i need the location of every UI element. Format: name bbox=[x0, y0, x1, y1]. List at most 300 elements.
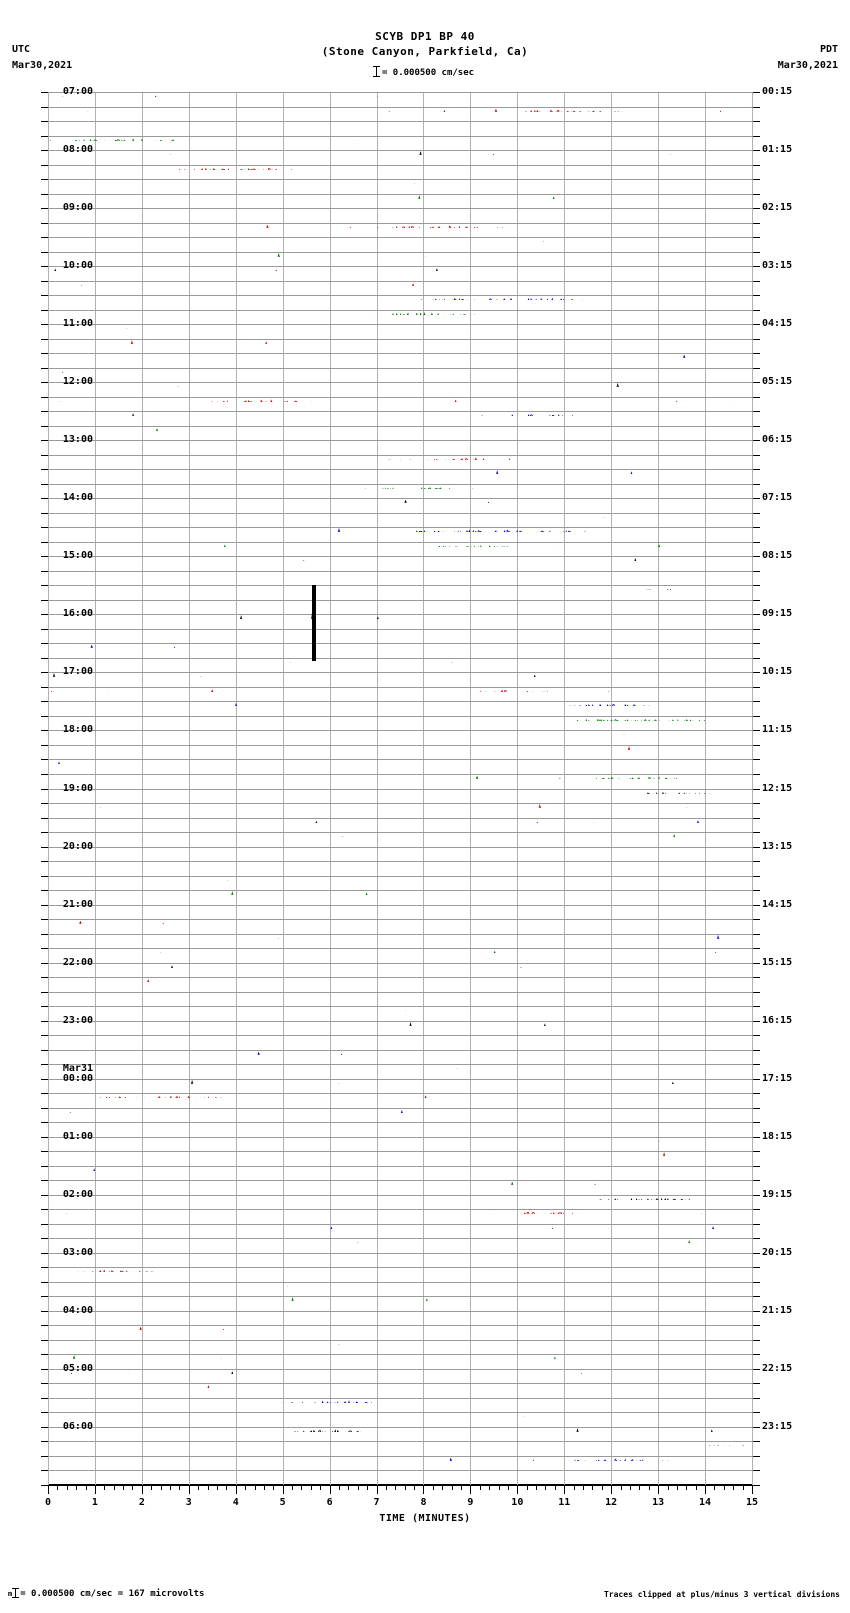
row-tick-right bbox=[753, 179, 760, 180]
x-axis-minor-tick bbox=[170, 1485, 171, 1490]
row-tick-right bbox=[753, 876, 760, 877]
utc-hour-label: 21:00 bbox=[62, 898, 93, 910]
seismic-trace bbox=[49, 552, 752, 561]
x-axis-tick bbox=[283, 1485, 284, 1494]
row-tick-right bbox=[753, 992, 760, 993]
x-axis-minor-tick bbox=[536, 1485, 537, 1490]
right-date-label: Mar30,2021 bbox=[777, 60, 838, 71]
seismic-trace bbox=[49, 567, 752, 576]
utc-hour-label: 20:00 bbox=[62, 840, 93, 852]
seismic-trace bbox=[49, 1452, 752, 1461]
x-axis-minor-tick bbox=[123, 1485, 124, 1490]
utc-hour-label: 06:00 bbox=[62, 1420, 93, 1432]
pdt-hour-label: 09:15 bbox=[762, 608, 793, 620]
x-axis-minor-tick bbox=[367, 1485, 368, 1490]
row-tick-left bbox=[41, 556, 48, 557]
x-axis-tick bbox=[330, 1485, 331, 1494]
x-axis-minor-tick bbox=[583, 1485, 584, 1490]
seismic-trace bbox=[49, 840, 752, 852]
row-tick-left bbox=[41, 1296, 48, 1297]
row-tick-right bbox=[753, 1383, 760, 1384]
row-tick-right bbox=[753, 237, 760, 238]
row-tick-left bbox=[41, 237, 48, 238]
row-tick-left bbox=[41, 1122, 48, 1123]
row-tick-right bbox=[753, 324, 760, 325]
seismic-trace bbox=[49, 378, 752, 387]
seismic-trace bbox=[49, 898, 752, 910]
seismic-trace bbox=[49, 204, 752, 213]
seismic-trace bbox=[49, 132, 752, 141]
row-tick-right bbox=[753, 339, 760, 340]
row-tick-right bbox=[753, 1151, 760, 1152]
seismic-trace bbox=[49, 1379, 752, 1388]
x-axis-minor-tick bbox=[208, 1485, 209, 1490]
row-tick-right bbox=[753, 745, 760, 746]
x-axis-minor-tick bbox=[161, 1485, 162, 1490]
seismic-trace bbox=[49, 364, 752, 373]
helicorder-plot bbox=[48, 92, 753, 1485]
row-tick-left bbox=[41, 121, 48, 122]
row-tick-right bbox=[753, 426, 760, 427]
row-tick-left bbox=[41, 1398, 48, 1399]
row-tick-left bbox=[41, 1412, 48, 1413]
row-tick-right bbox=[753, 1282, 760, 1283]
x-axis-minor-tick bbox=[151, 1485, 152, 1490]
row-tick-left bbox=[41, 687, 48, 688]
seismic-trace bbox=[49, 1147, 752, 1156]
row-tick-left bbox=[41, 1006, 48, 1007]
seismic-trace bbox=[49, 988, 752, 997]
x-axis-minor-tick bbox=[592, 1485, 593, 1490]
clipped-event-block bbox=[312, 585, 316, 660]
seismic-trace bbox=[49, 1362, 752, 1374]
seismic-trace bbox=[49, 1408, 752, 1417]
row-tick-right bbox=[753, 266, 760, 267]
utc-hour-label: 17:00 bbox=[62, 666, 93, 678]
row-tick-left bbox=[41, 1093, 48, 1094]
row-tick-right bbox=[753, 469, 760, 470]
utc-hour-label: 04:00 bbox=[62, 1304, 93, 1316]
x-axis-minor-tick bbox=[649, 1485, 650, 1490]
footer-tiny-label: m bbox=[8, 1590, 13, 1598]
seismic-trace bbox=[49, 161, 752, 170]
row-tick-left bbox=[41, 1311, 48, 1312]
x-axis-minor-tick bbox=[114, 1485, 115, 1490]
x-axis-minor-tick bbox=[395, 1485, 396, 1490]
seismic-trace bbox=[49, 349, 752, 358]
row-tick-right bbox=[753, 1354, 760, 1355]
x-axis-minor-tick bbox=[639, 1485, 640, 1490]
pdt-hour-label: 23:15 bbox=[762, 1420, 793, 1432]
seismic-trace bbox=[49, 523, 752, 532]
seismic-trace bbox=[49, 930, 752, 939]
row-tick-left bbox=[41, 1340, 48, 1341]
row-tick-left bbox=[41, 498, 48, 499]
row-tick-right bbox=[753, 1441, 760, 1442]
x-axis-minor-tick bbox=[273, 1485, 274, 1490]
x-axis-tick bbox=[48, 1485, 49, 1494]
seismic-trace bbox=[49, 422, 752, 431]
row-tick-right bbox=[753, 847, 760, 848]
row-tick-left bbox=[41, 179, 48, 180]
seismic-trace bbox=[49, 1046, 752, 1055]
x-axis-minor-tick bbox=[555, 1485, 556, 1490]
seismic-trace bbox=[49, 755, 752, 764]
seismic-trace bbox=[49, 393, 752, 402]
seismic-trace bbox=[49, 886, 752, 895]
row-tick-left bbox=[41, 861, 48, 862]
row-tick-left bbox=[41, 1180, 48, 1181]
row-tick-right bbox=[753, 1021, 760, 1022]
row-tick-left bbox=[41, 1325, 48, 1326]
seismic-trace bbox=[49, 857, 752, 866]
seismic-trace bbox=[49, 1420, 752, 1432]
pdt-hour-label: 02:15 bbox=[762, 202, 793, 214]
utc-hour-label: 01:00 bbox=[62, 1130, 93, 1142]
row-tick-left bbox=[41, 876, 48, 877]
x-axis-tick-label: 0 bbox=[44, 1497, 52, 1508]
utc-hour-label: 03:00 bbox=[62, 1246, 93, 1258]
row-tick-right bbox=[753, 1325, 760, 1326]
x-axis-tick bbox=[236, 1485, 237, 1494]
x-axis-minor-tick bbox=[198, 1485, 199, 1490]
row-tick-right bbox=[753, 281, 760, 282]
utc-hour-label: 02:00 bbox=[62, 1188, 93, 1200]
row-tick-right bbox=[753, 411, 760, 412]
row-tick-right bbox=[753, 1485, 760, 1486]
seismic-trace bbox=[49, 219, 752, 228]
row-tick-left bbox=[41, 1253, 48, 1254]
row-tick-left bbox=[41, 1108, 48, 1109]
x-axis-tick-label: 14 bbox=[699, 1497, 712, 1508]
seismic-trace bbox=[49, 712, 752, 721]
row-tick-right bbox=[753, 789, 760, 790]
row-tick-left bbox=[41, 1383, 48, 1384]
row-tick-right bbox=[753, 919, 760, 920]
x-axis-tick-label: 1 bbox=[91, 1497, 98, 1508]
row-tick-right bbox=[753, 194, 760, 195]
x-axis-minor-tick bbox=[433, 1485, 434, 1490]
row-tick-left bbox=[41, 1050, 48, 1051]
seismic-trace bbox=[49, 88, 752, 97]
row-tick-left bbox=[41, 426, 48, 427]
row-tick-left bbox=[41, 440, 48, 441]
row-tick-left bbox=[41, 353, 48, 354]
row-tick-right bbox=[753, 1064, 760, 1065]
seismic-trace bbox=[49, 726, 752, 735]
x-axis-minor-tick bbox=[348, 1485, 349, 1490]
footer-scale-text: = 0.000500 cm/sec = 167 microvolts bbox=[20, 1589, 205, 1599]
x-axis-minor-tick bbox=[264, 1485, 265, 1490]
seismic-trace bbox=[49, 625, 752, 634]
x-axis-minor-tick bbox=[67, 1485, 68, 1490]
seismic-trace bbox=[49, 1278, 752, 1287]
x-axis-minor-tick bbox=[358, 1485, 359, 1490]
seismic-trace bbox=[49, 262, 752, 271]
row-tick-right bbox=[753, 934, 760, 935]
row-tick-right bbox=[753, 1122, 760, 1123]
station-location: (Stone Canyon, Parkfield, Ca) bbox=[321, 45, 529, 58]
row-tick-right bbox=[753, 1267, 760, 1268]
row-tick-right bbox=[753, 353, 760, 354]
utc-hour-label: 07:00 bbox=[62, 86, 93, 97]
utc-hour-label: 16:00 bbox=[62, 608, 93, 620]
seismic-trace bbox=[49, 1060, 752, 1069]
row-tick-right bbox=[753, 1108, 760, 1109]
row-tick-right bbox=[753, 382, 760, 383]
row-tick-right bbox=[753, 963, 760, 964]
row-tick-right bbox=[753, 774, 760, 775]
pdt-hour-label: 16:15 bbox=[762, 1014, 793, 1026]
seismic-trace bbox=[49, 973, 752, 982]
pdt-hour-label: 18:15 bbox=[762, 1130, 793, 1142]
seismic-trace bbox=[49, 1130, 752, 1142]
row-tick-right bbox=[753, 542, 760, 543]
x-axis-minor-tick bbox=[508, 1485, 509, 1490]
row-tick-right bbox=[753, 1180, 760, 1181]
row-tick-right bbox=[753, 672, 760, 673]
row-tick-left bbox=[41, 1209, 48, 1210]
x-axis-minor-tick bbox=[724, 1485, 725, 1490]
row-tick-left bbox=[41, 527, 48, 528]
seismic-trace bbox=[49, 1350, 752, 1359]
row-tick-right bbox=[753, 556, 760, 557]
row-tick-left bbox=[41, 847, 48, 848]
seismic-trace bbox=[49, 782, 752, 794]
footer-clip-note: Traces clipped at plus/minus 3 vertical divisions bbox=[603, 1590, 840, 1599]
x-axis-tick bbox=[611, 1485, 612, 1494]
seismic-trace bbox=[49, 103, 752, 112]
row-tick-left bbox=[41, 629, 48, 630]
row-tick-right bbox=[753, 629, 760, 630]
utc-hour-label: 12:00 bbox=[62, 376, 93, 388]
x-axis-minor-tick bbox=[86, 1485, 87, 1490]
row-tick-left bbox=[41, 789, 48, 790]
left-timezone-label: UTC bbox=[12, 44, 31, 55]
seismic-trace bbox=[49, 828, 752, 837]
x-axis-tick-label: 12 bbox=[605, 1497, 618, 1508]
utc-hour-label: 14:00 bbox=[62, 492, 93, 504]
seismic-trace bbox=[49, 117, 752, 126]
x-axis-tick-label: 11 bbox=[558, 1497, 571, 1508]
x-axis-minor-tick bbox=[104, 1485, 105, 1490]
pdt-hour-label: 15:15 bbox=[762, 956, 793, 968]
seismic-trace bbox=[49, 872, 752, 881]
row-tick-right bbox=[753, 1456, 760, 1457]
row-tick-right bbox=[753, 977, 760, 978]
row-tick-left bbox=[41, 281, 48, 282]
row-tick-right bbox=[753, 1369, 760, 1370]
x-axis-tick-label: 2 bbox=[138, 1497, 145, 1508]
row-tick-left bbox=[41, 658, 48, 659]
seismic-trace bbox=[49, 306, 752, 315]
seismic-trace bbox=[49, 668, 752, 677]
seismic-trace bbox=[49, 697, 752, 706]
row-tick-left bbox=[41, 136, 48, 137]
row-tick-left bbox=[41, 1282, 48, 1283]
x-axis-minor-tick bbox=[57, 1485, 58, 1490]
left-date-label: Mar30,2021 bbox=[12, 60, 73, 71]
row-tick-right bbox=[753, 1296, 760, 1297]
utc-hour-label: 00:00 bbox=[62, 1072, 93, 1084]
row-tick-left bbox=[41, 1485, 48, 1486]
seismic-trace bbox=[49, 451, 752, 460]
x-axis-minor-tick bbox=[489, 1485, 490, 1490]
row-tick-left bbox=[41, 1267, 48, 1268]
row-tick-right bbox=[753, 1035, 760, 1036]
pdt-hour-label: 22:15 bbox=[762, 1362, 793, 1374]
row-tick-right bbox=[753, 368, 760, 369]
seismic-trace bbox=[49, 581, 752, 590]
seismic-trace bbox=[49, 741, 752, 750]
x-axis-tick-label: 6 bbox=[326, 1497, 333, 1508]
row-tick-right bbox=[753, 643, 760, 644]
seismic-trace bbox=[49, 1336, 752, 1345]
row-tick-left bbox=[41, 165, 48, 166]
pdt-hour-label: 20:15 bbox=[762, 1246, 793, 1258]
x-axis-tick bbox=[752, 1485, 753, 1494]
row-tick-left bbox=[41, 542, 48, 543]
utc-hour-label: 05:00 bbox=[62, 1362, 93, 1374]
x-axis-minor-tick bbox=[292, 1485, 293, 1490]
row-tick-left bbox=[41, 745, 48, 746]
row-tick-right bbox=[753, 1412, 760, 1413]
row-tick-left bbox=[41, 382, 48, 383]
utc-hour-label: 10:00 bbox=[62, 260, 93, 272]
row-tick-right bbox=[753, 440, 760, 441]
row-tick-left bbox=[41, 368, 48, 369]
x-axis-minor-tick bbox=[217, 1485, 218, 1490]
x-axis-tick bbox=[423, 1485, 424, 1494]
row-tick-right bbox=[753, 890, 760, 891]
seismic-trace bbox=[49, 1104, 752, 1113]
row-tick-right bbox=[753, 571, 760, 572]
seismic-trace bbox=[49, 683, 752, 692]
row-tick-right bbox=[753, 716, 760, 717]
x-axis-minor-tick bbox=[714, 1485, 715, 1490]
pdt-hour-label: 19:15 bbox=[762, 1188, 793, 1200]
row-tick-right bbox=[753, 1398, 760, 1399]
seismic-trace bbox=[49, 233, 752, 242]
seismic-trace bbox=[49, 465, 752, 474]
utc-hour-label: 08:00 bbox=[62, 144, 93, 156]
row-tick-left bbox=[41, 716, 48, 717]
row-tick-left bbox=[41, 1427, 48, 1428]
utc-hour-label: 19:00 bbox=[62, 782, 93, 794]
pdt-hour-label: 05:15 bbox=[762, 376, 793, 388]
row-tick-right bbox=[753, 1166, 760, 1167]
seismic-trace bbox=[49, 944, 752, 953]
x-axis-tick-label: 15 bbox=[745, 1497, 759, 1508]
seismic-trace bbox=[49, 1031, 752, 1040]
x-axis-tick-label: 3 bbox=[185, 1497, 192, 1508]
x-axis-minor-tick bbox=[405, 1485, 406, 1490]
row-tick-right bbox=[753, 252, 760, 253]
x-axis-minor-tick bbox=[414, 1485, 415, 1490]
row-tick-left bbox=[41, 513, 48, 514]
x-axis-tick bbox=[95, 1485, 96, 1494]
row-tick-right bbox=[753, 614, 760, 615]
row-tick-left bbox=[41, 585, 48, 586]
seismic-trace bbox=[49, 1304, 752, 1316]
x-axis-tick bbox=[470, 1485, 471, 1494]
row-tick-left bbox=[41, 774, 48, 775]
x-axis-tick bbox=[142, 1485, 143, 1494]
x-axis-minor-tick bbox=[733, 1485, 734, 1490]
x-axis-minor-tick bbox=[442, 1485, 443, 1490]
utc-hour-label: 23:00 bbox=[62, 1014, 93, 1026]
row-tick-left bbox=[41, 1021, 48, 1022]
seismic-trace bbox=[49, 799, 752, 808]
row-tick-right bbox=[753, 730, 760, 731]
x-axis-tick-label: 10 bbox=[511, 1497, 524, 1508]
row-tick-left bbox=[41, 1151, 48, 1152]
row-tick-right bbox=[753, 832, 760, 833]
row-tick-right bbox=[753, 861, 760, 862]
row-tick-left bbox=[41, 963, 48, 964]
x-axis-tick-label: 9 bbox=[467, 1497, 474, 1508]
seismic-trace bbox=[49, 1014, 752, 1026]
x-axis-minor-tick bbox=[602, 1485, 603, 1490]
seismic-trace bbox=[49, 494, 752, 503]
row-tick-left bbox=[41, 1079, 48, 1080]
x-axis-tick bbox=[517, 1485, 518, 1494]
utc-hour-label: 09:00 bbox=[62, 202, 93, 214]
x-axis-tick-label: 7 bbox=[373, 1497, 380, 1508]
row-tick-left bbox=[41, 672, 48, 673]
seismic-trace bbox=[49, 1205, 752, 1214]
row-tick-left bbox=[41, 1166, 48, 1167]
row-tick-right bbox=[753, 1093, 760, 1094]
row-tick-right bbox=[753, 1224, 760, 1225]
seismic-trace bbox=[49, 320, 752, 329]
utc-hour-label: 22:00 bbox=[62, 956, 93, 968]
x-axis-line bbox=[48, 1485, 753, 1486]
row-tick-right bbox=[753, 905, 760, 906]
row-tick-left bbox=[41, 1238, 48, 1239]
seismic-trace bbox=[49, 1176, 752, 1185]
x-axis-minor-tick bbox=[245, 1485, 246, 1490]
x-axis-tick-label: 8 bbox=[420, 1497, 427, 1508]
row-tick-left bbox=[41, 397, 48, 398]
seismic-trace bbox=[49, 596, 752, 605]
row-tick-left bbox=[41, 194, 48, 195]
seismic-trace bbox=[49, 1292, 752, 1301]
row-tick-right bbox=[753, 1340, 760, 1341]
x-axis-minor-tick bbox=[226, 1485, 227, 1490]
x-axis-minor-tick bbox=[301, 1485, 302, 1490]
pdt-hour-label: 11:15 bbox=[762, 724, 793, 736]
x-axis-minor-tick bbox=[452, 1485, 453, 1490]
x-axis-minor-tick bbox=[255, 1485, 256, 1490]
seismic-trace bbox=[49, 335, 752, 344]
x-axis-minor-tick bbox=[339, 1485, 340, 1490]
footer-scale-bar-icon bbox=[15, 1588, 16, 1598]
row-tick-left bbox=[41, 411, 48, 412]
x-axis-minor-tick bbox=[743, 1485, 744, 1490]
row-tick-right bbox=[753, 498, 760, 499]
row-tick-right bbox=[753, 1311, 760, 1312]
row-tick-left bbox=[41, 1035, 48, 1036]
seismic-trace bbox=[49, 1394, 752, 1403]
x-axis-tick bbox=[705, 1485, 706, 1494]
x-axis-minor-tick bbox=[686, 1485, 687, 1490]
row-tick-left bbox=[41, 992, 48, 993]
seismic-trace bbox=[49, 770, 752, 779]
date-change-label: Mar31 bbox=[62, 1062, 93, 1074]
row-tick-right bbox=[753, 1427, 760, 1428]
x-axis-tick-label: 13 bbox=[652, 1497, 665, 1508]
